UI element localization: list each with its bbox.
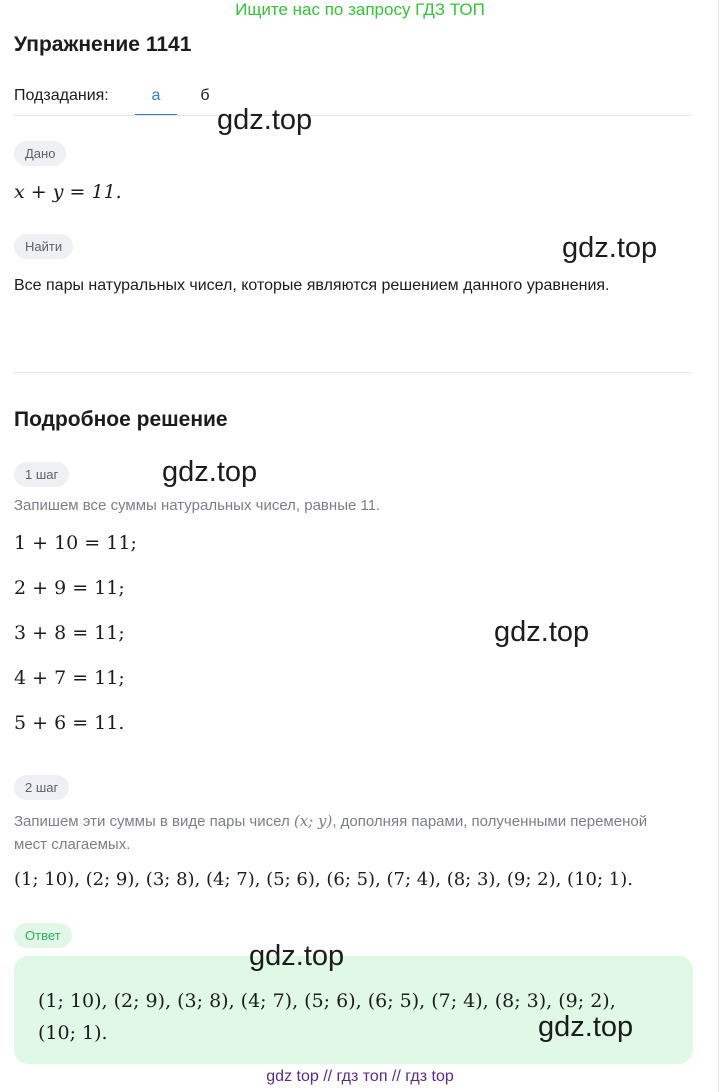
tabs-divider	[14, 115, 692, 116]
watermark: gdz.top	[538, 1011, 634, 1043]
step2-text-after: , дополняя парами, полученными переменой мест слагаемых.	[14, 813, 648, 853]
step2-text	[14, 810, 654, 856]
right-divider	[718, 0, 719, 1092]
watermark: gdz.top	[162, 456, 258, 488]
promo-banner: Ищите нас по запросу ГДЗ ТОП	[235, 0, 485, 19]
sum-line: 5 + 6 = 11.	[14, 712, 125, 734]
subtasks-label: Подзадания:	[14, 87, 109, 104]
pairs-line: (1; 10), (2; 9), (3; 8), (4; 7), (5; 6), (6; 5), (7; 4), (8; 3), (9; 2), (10; 1).	[14, 869, 633, 890]
step1-chip: 1 шаг	[14, 462, 69, 487]
step1-text: Запишем все суммы натуральных чисел, равные 11.	[14, 497, 381, 514]
sum-line: 1 + 10 = 11;	[14, 532, 137, 554]
watermark: gdz.top	[494, 616, 590, 648]
answer-text: (1; 10), (2; 9), (3; 8), (4; 7), (5; 6), (6; 5), (7; 4), (8; 3), (9; 2), (10; 1).	[38, 990, 616, 1044]
watermark: gdz.top	[217, 104, 313, 136]
tab-a[interactable]: а	[151, 87, 161, 104]
watermark: gdz.top	[562, 232, 658, 264]
find-chip: Найти	[14, 234, 73, 259]
sum-line: 3 + 8 = 11;	[14, 622, 125, 644]
find-text: Все пары натуральных чисел, которые являются решением данного уравнения.	[14, 277, 610, 294]
footer-links[interactable]: gdz top // гдз топ // гдз top	[266, 1068, 454, 1085]
step2-chip: 2 шаг	[14, 775, 69, 800]
solution-heading: Подробное решение	[14, 408, 228, 431]
sum-line: 4 + 7 = 11;	[14, 667, 125, 689]
step2-text-before: Запишем эти суммы в виде пары чисел	[14, 813, 290, 830]
watermark: gdz.top	[249, 940, 345, 972]
given-chip: Дано	[14, 141, 66, 166]
answer-chip: Ответ	[14, 923, 72, 948]
sum-line: 2 + 9 = 11;	[14, 577, 125, 599]
given-expression: x + y = 11.	[14, 181, 122, 203]
step2-pair: (x; y)	[293, 812, 333, 830]
page-title: Упражнение 1141	[14, 33, 192, 56]
tab-b[interactable]: б	[200, 87, 210, 104]
section-divider	[14, 372, 692, 373]
